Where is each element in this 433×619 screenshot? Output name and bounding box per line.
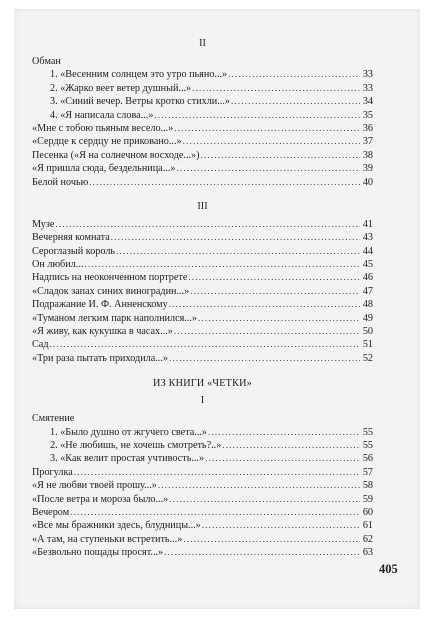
toc-entry-title: Вечером: [32, 506, 70, 518]
dot-leader: [174, 122, 360, 135]
toc-entry-page: 47: [362, 285, 373, 297]
dot-leader: [201, 149, 360, 162]
toc-entry-title: «Все мы бражники здесь, блудницы...»: [32, 520, 201, 532]
toc-entry[interactable]: [32, 245, 373, 258]
dot-leader: [188, 271, 360, 284]
dot-leader: [154, 109, 360, 122]
toc-entry-page: 46: [362, 272, 373, 284]
dot-leader: [70, 506, 360, 519]
dot-leader: [169, 352, 360, 365]
toc-entry-page: 38: [362, 149, 373, 161]
section-title-i: I: [200, 395, 205, 407]
toc-entry[interactable]: [32, 546, 373, 559]
table-of-contents: [32, 36, 373, 560]
toc-entry-title: 2. «Жарко веет ветер душный...»: [50, 82, 192, 94]
dot-leader: [205, 452, 360, 465]
toc-entry[interactable]: [32, 312, 373, 325]
toc-entry-page: 50: [362, 326, 373, 338]
toc-entry[interactable]: [32, 231, 373, 244]
toc-entry-title: Музе: [32, 218, 55, 230]
toc-entry-page: 43: [362, 232, 373, 244]
spacer: [32, 189, 373, 199]
toc-entry[interactable]: [32, 271, 373, 284]
toc-entry-title: Он любил...: [32, 259, 84, 271]
toc-entry[interactable]: [32, 452, 373, 465]
page-number: 405: [379, 562, 398, 576]
dot-leader: [89, 176, 360, 189]
toc-entry[interactable]: [32, 218, 373, 231]
toc-entry-page: 40: [362, 176, 373, 188]
toc-entry-title: Подражание И. Ф. Анненскому: [32, 299, 168, 311]
toc-entry-title: «Я не любви твоей прошу...»: [32, 480, 157, 492]
toc-entry-page: 58: [362, 480, 373, 492]
toc-entry[interactable]: [32, 109, 373, 122]
toc-entry-title: 1. «Весенним солнцем это утро пьяно...»: [50, 69, 228, 81]
toc-entry-title: Прогулка: [32, 466, 73, 478]
dot-leader: [50, 338, 361, 351]
toc-entry[interactable]: [32, 519, 373, 532]
toc-entry-page: 51: [362, 339, 373, 351]
dot-leader: [174, 325, 360, 338]
toc-group-title: Обман: [32, 56, 61, 67]
toc-entry[interactable]: [32, 149, 373, 162]
toc-entry[interactable]: [32, 176, 373, 189]
section-title-ii: II: [199, 38, 206, 49]
toc-entry-page: 55: [362, 439, 373, 451]
toc-entry-title: «Я пришла сюда, бездельница...»: [32, 163, 176, 175]
toc-entry-title: Песенка («Я на солнечном восходе...»): [32, 149, 200, 161]
toc-entry[interactable]: [32, 439, 373, 452]
dot-leader: [228, 68, 360, 81]
part-title: ИЗ КНИГИ «ЧЕТКИ»: [153, 378, 252, 390]
toc-entry[interactable]: [32, 533, 373, 546]
toc-entry-page: 55: [362, 426, 373, 438]
toc-entry-title: 3. «Синий вечер. Ветры кротко стихли...»: [50, 96, 230, 108]
toc-entry[interactable]: [32, 298, 373, 311]
book-page: [14, 9, 420, 609]
dot-leader: [208, 426, 360, 439]
toc-entry[interactable]: [32, 95, 373, 108]
dot-leader: [183, 533, 360, 546]
toc-entry[interactable]: [32, 285, 373, 298]
toc-entry[interactable]: [32, 479, 373, 492]
toc-entry[interactable]: [32, 258, 373, 271]
dot-leader: [116, 245, 360, 258]
toc-group-iii: [32, 218, 373, 365]
toc-entry-title: «Туманом легким парк наполнился...»: [32, 312, 198, 324]
toc-group-obman: [32, 55, 373, 122]
dot-leader: [74, 466, 360, 479]
toc-entry[interactable]: [32, 493, 373, 506]
dot-leader: [169, 493, 360, 506]
toc-entry[interactable]: [32, 135, 373, 148]
toc-entry-page: 44: [362, 245, 373, 257]
dot-leader: [111, 231, 360, 244]
toc-entry-page: 63: [362, 547, 373, 559]
toc-entry-title: Белой ночью: [32, 176, 89, 188]
dot-leader: [222, 439, 360, 452]
dot-leader: [231, 95, 360, 108]
toc-entry-page: 62: [362, 533, 373, 545]
toc-entry-page: 59: [362, 493, 373, 505]
toc-entry[interactable]: [32, 466, 373, 479]
toc-entry-title: «Я живу, как кукушка в часах...»: [32, 326, 173, 338]
toc-group-smyatenie: [32, 412, 373, 466]
toc-entry-page: 33: [362, 69, 373, 81]
toc-entry-page: 48: [362, 299, 373, 311]
toc-entry-page: 34: [362, 96, 373, 108]
toc-group-title: Смятение: [32, 413, 75, 425]
toc-entry[interactable]: [32, 352, 373, 365]
toc-entry-page: 52: [362, 352, 373, 364]
toc-entry-title: Сероглазый король: [32, 245, 116, 257]
toc-entry-title: «Сладок запах синих виноградин...»: [32, 285, 190, 297]
toc-entry-page: 41: [362, 218, 373, 230]
dot-leader: [164, 546, 360, 559]
dot-leader: [192, 82, 360, 95]
toc-entry-title: 4. «Я написала слова...»: [50, 109, 154, 121]
dot-leader: [198, 312, 360, 325]
toc-entry-page: 56: [362, 453, 373, 465]
toc-entry[interactable]: [32, 338, 373, 351]
dot-leader: [190, 285, 360, 298]
toc-entry[interactable]: [32, 325, 373, 338]
toc-entry-title: Вечерняя комната: [32, 232, 110, 244]
toc-entry-page: 57: [362, 466, 373, 478]
toc-entry[interactable]: [32, 162, 373, 175]
toc-entry-title: «Сердце к сердцу не приковано...»: [32, 136, 182, 148]
toc-entry-title: 3. «Как велит простая учтивость...»: [50, 453, 205, 465]
toc-entry-title: 2. «Не любишь, не хочешь смотреть?..»: [50, 439, 222, 451]
section-title-iii: III: [197, 200, 208, 212]
toc-entry-page: 33: [362, 82, 373, 94]
dot-leader: [183, 135, 360, 148]
dot-leader: [158, 479, 360, 492]
toc-entry-page: 49: [362, 312, 373, 324]
toc-entry-page: 61: [362, 520, 373, 532]
dot-leader: [55, 218, 360, 231]
toc-entry-title: «Три раза пытать приходила...»: [32, 352, 168, 364]
toc-entry[interactable]: [32, 506, 373, 519]
toc-entry-page: 36: [362, 122, 373, 134]
toc-entry-title: Сад: [32, 339, 49, 351]
toc-entry[interactable]: [32, 426, 373, 439]
toc-entry-page: 45: [362, 259, 373, 271]
toc-entry-page: 37: [362, 136, 373, 148]
dot-leader: [84, 258, 360, 271]
dot-leader: [176, 162, 360, 175]
toc-entry-page: 35: [362, 109, 373, 121]
toc-entry-title: Надпись на неоконченном портрете: [32, 272, 188, 284]
toc-entry-title: 1. «Было душно от жгучего света...»: [50, 426, 208, 438]
toc-entry-title: «А там, на ступеньки встретить...»: [32, 533, 183, 545]
toc-entry-title: «После ветра и мороза было...»: [32, 493, 169, 505]
toc-entry-title: «Безвольно пощады просят...»: [32, 547, 164, 559]
toc-entry-page: 60: [362, 506, 373, 518]
toc-entry[interactable]: [32, 122, 373, 135]
toc-entry[interactable]: [32, 68, 373, 81]
toc-entry-page: 39: [362, 163, 373, 175]
toc-entry[interactable]: [32, 82, 373, 95]
dot-leader: [202, 519, 360, 532]
dot-leader: [169, 298, 360, 311]
toc-entry-title: «Мне с тобою пьяным весело...»: [32, 122, 174, 134]
